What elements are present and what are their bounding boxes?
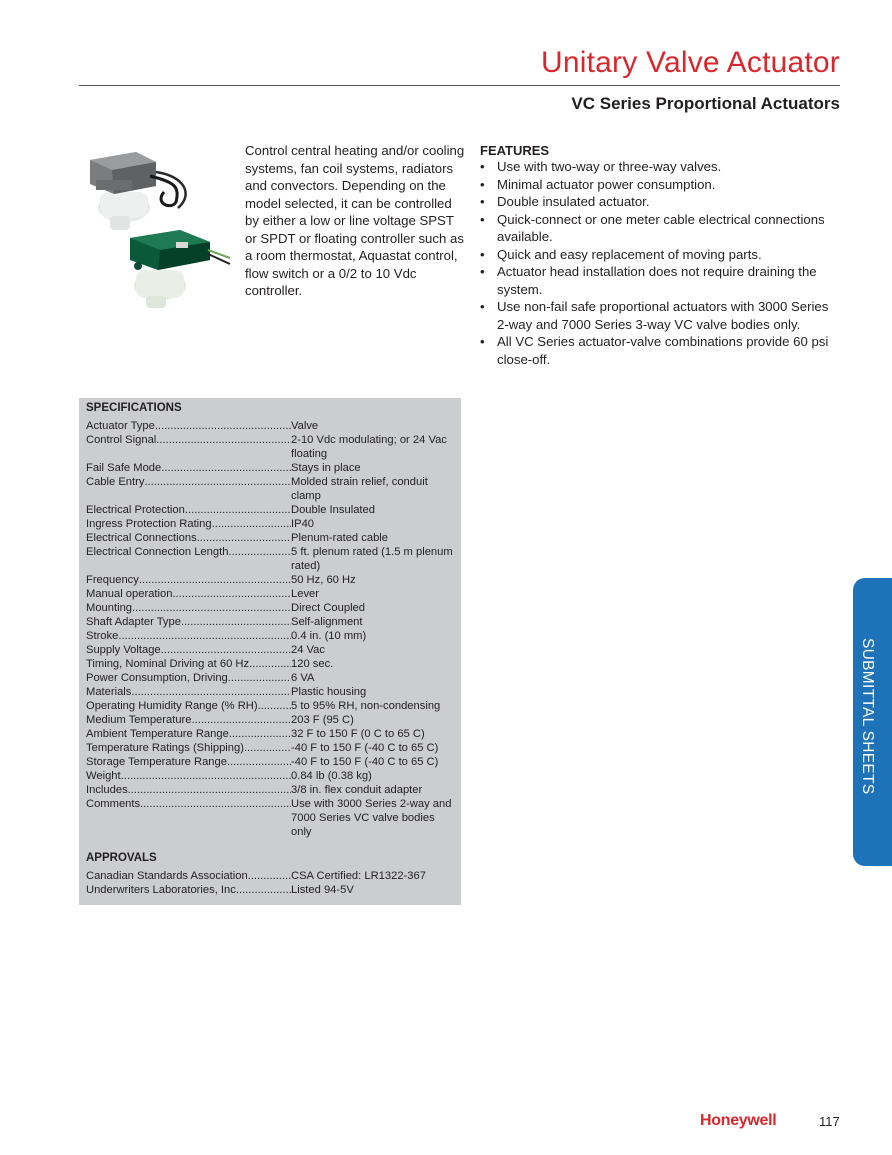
spec-row: [86, 685, 456, 699]
spec-row: [86, 741, 456, 755]
spec-value: -40 F to 150 F (-40 C to 65 C): [291, 756, 439, 768]
spec-label: [86, 727, 291, 741]
spec-row: [86, 573, 456, 587]
spec-label-text: Operating Humidity Range (% RH): [86, 700, 258, 712]
spec-row: [86, 883, 456, 897]
spec-value: Plenum-rated cable: [291, 532, 389, 544]
leader-dots: [118, 629, 291, 643]
features-section: [480, 143, 840, 368]
spec-label: [86, 601, 291, 615]
spec-value: 2-10 Vdc modulating; or 24 Vac floating: [291, 434, 447, 460]
spec-value: -40 F to 150 F (-40 C to 65 C): [291, 742, 439, 754]
spec-label: [86, 769, 291, 783]
spec-row: [86, 699, 456, 713]
spec-value: Listed 94-5V: [291, 884, 354, 896]
leader-dots: [121, 769, 291, 783]
spec-label-text: Actuator Type: [86, 420, 155, 432]
feature-item: • Quick and easy replacement of moving parts.: [480, 246, 762, 262]
spec-label-text: Mounting: [86, 602, 133, 614]
product-photo: [84, 146, 232, 311]
spec-label-text: Underwriters Laboratories, Inc.: [86, 884, 239, 896]
spec-label-text: Temperature Ratings (Shipping): [86, 742, 244, 754]
leader-dots: [140, 797, 291, 839]
spec-value: 5 ft. plenum rated (1.5 m plenum rated): [291, 546, 453, 572]
spec-label-text: Cable Entry: [86, 476, 145, 488]
spec-label-text: Frequency: [86, 574, 139, 586]
spec-value: Use with 3000 Series 2-way and 7000 Series VC valve bodies only: [291, 798, 452, 838]
spec-row: [86, 713, 456, 727]
spec-label: [86, 657, 291, 671]
approvals-table: [86, 869, 456, 897]
leader-dots: [185, 503, 291, 517]
spec-label: [86, 699, 291, 713]
spec-label-text: Weight: [86, 770, 121, 782]
leader-dots: [131, 685, 291, 699]
spec-row: [86, 461, 456, 475]
spec-label: [86, 531, 291, 545]
spec-label: [86, 517, 291, 531]
spec-row: [86, 531, 456, 545]
spec-value: 3/8 in. flex conduit adapter: [291, 784, 423, 796]
spec-value: 120 sec.: [291, 658, 334, 670]
spec-row: [86, 587, 456, 601]
spec-row: [86, 475, 456, 503]
spec-label: [86, 643, 291, 657]
spec-label-text: Includes: [86, 784, 128, 796]
spec-label: [86, 685, 291, 699]
spec-label-text: Electrical Connections: [86, 532, 197, 544]
leader-dots: [161, 643, 291, 657]
spec-value: 6 VA: [291, 672, 315, 684]
spec-value: Direct Coupled: [291, 602, 365, 614]
features-list: [480, 158, 840, 368]
spec-value: 5 to 95% RH, non-condensing: [291, 700, 441, 712]
spec-label: [86, 573, 291, 587]
spec-row: [86, 615, 456, 629]
spec-label-text: Canadian Standards Association: [86, 870, 248, 882]
leader-dots: [155, 419, 291, 433]
leader-dots: [229, 727, 291, 741]
spec-label-text: Manual operation: [86, 588, 173, 600]
leader-dots: [172, 587, 291, 601]
spec-label: [86, 629, 291, 643]
spec-label-text: Ingress Protection Rating: [86, 518, 212, 530]
spec-row: [86, 657, 456, 671]
spec-label-text: Shaft Adapter Type: [86, 616, 181, 628]
page-title: Unitary Valve Actuator: [541, 46, 840, 79]
spec-row: [86, 643, 456, 657]
spec-label: [86, 755, 291, 769]
spec-row: [86, 869, 456, 883]
leader-dots: [239, 883, 291, 897]
green-actuator-image: [130, 230, 230, 308]
page-number: 117: [819, 1114, 840, 1129]
spec-value: Molded strain relief, conduit clamp: [291, 476, 428, 502]
spec-label-text: Power Consumption, Driving: [86, 672, 228, 684]
spec-label: [86, 713, 291, 727]
leader-dots: [139, 573, 291, 587]
honeywell-logo: Honeywell: [700, 1112, 777, 1129]
spec-label: [86, 741, 291, 755]
feature-item: • Use non-fail safe proportional actuators with 3000 Series 2-way and 7000 Series 3-way VC valve bodies only.: [480, 299, 829, 332]
spec-row: [86, 433, 456, 461]
page-subtitle: VC Series Proportional Actuators: [571, 94, 840, 113]
spec-value: Valve: [291, 420, 319, 432]
spec-value: 0.4 in. (10 mm): [291, 630, 367, 642]
spec-label: [86, 797, 291, 839]
spec-value: IP40: [291, 518, 315, 530]
spec-value: 0.84 lb (0.38 kg): [291, 770, 372, 782]
spec-row: [86, 769, 456, 783]
spec-label: [86, 615, 291, 629]
spec-value: Stays in place: [291, 462, 361, 474]
leader-dots: [192, 713, 292, 727]
leader-dots: [156, 433, 291, 461]
spec-value: Plastic housing: [291, 686, 367, 698]
spec-label-text: Medium Temperature: [86, 714, 192, 726]
leader-dots: [248, 869, 291, 883]
submittal-sheets-tab-label: SUBMITTAL SHEETS: [859, 638, 876, 795]
feature-item: • Actuator head installation does not require draining the system.: [480, 264, 817, 297]
leader-dots: [228, 545, 291, 573]
leader-dots: [181, 615, 291, 629]
spec-label-text: Materials: [86, 686, 132, 698]
spec-label: [86, 587, 291, 601]
spec-label-text: Electrical Connection Length: [86, 546, 229, 558]
spec-label-text: Storage Temperature Range: [86, 756, 227, 768]
spec-label: [86, 869, 291, 883]
spec-label: [86, 419, 291, 433]
specifications-table: [86, 419, 456, 839]
leader-dots: [227, 755, 291, 769]
leader-dots: [249, 657, 291, 671]
leader-dots: [212, 517, 291, 531]
spec-value: 24 Vac: [291, 644, 325, 656]
spec-label-text: Comments: [86, 798, 141, 810]
spec-value: Double Insulated: [291, 504, 375, 516]
spec-row: [86, 601, 456, 615]
spec-label: [86, 783, 291, 797]
leader-dots: [244, 741, 291, 755]
spec-label: [86, 475, 291, 503]
specifications-heading: SPECIFICATIONS: [86, 402, 182, 414]
spec-label-text: Stroke: [86, 630, 119, 642]
spec-row: [86, 517, 456, 531]
features-heading: FEATURES: [480, 143, 550, 158]
spec-label: [86, 433, 291, 461]
spec-label-text: Control Signal: [86, 434, 157, 446]
leader-dots: [128, 783, 291, 797]
spec-row: [86, 755, 456, 769]
leader-dots: [197, 531, 291, 545]
leader-dots: [132, 601, 291, 615]
spec-value: 50 Hz, 60 Hz: [291, 574, 356, 586]
leader-dots: [144, 475, 291, 503]
spec-label-text: Electrical Protection: [86, 504, 185, 516]
leader-dots: [258, 699, 291, 713]
spec-label: [86, 545, 291, 573]
feature-item: • Quick-connect or one meter cable electrical connections available.: [480, 211, 825, 244]
approvals-heading: APPROVALS: [86, 852, 157, 864]
spec-label: [86, 461, 291, 475]
feature-item: • Double insulated actuator.: [480, 194, 650, 209]
spec-row: [86, 783, 456, 797]
title-rule: [79, 85, 840, 86]
spec-row: [86, 727, 456, 741]
feature-item: • Use with two-way or three-way valves.: [480, 159, 722, 174]
spec-value: Lever: [291, 588, 319, 600]
spec-label: [86, 883, 291, 897]
spec-row: [86, 419, 456, 433]
leader-dots: [228, 671, 291, 685]
spec-value: CSA Certified: LR1322-367: [291, 870, 426, 882]
spec-label: [86, 503, 291, 517]
spec-label-text: Supply Voltage: [86, 644, 161, 656]
spec-row: [86, 629, 456, 643]
spec-row: [86, 503, 456, 517]
spec-row: [86, 545, 456, 573]
spec-label-text: Ambient Temperature Range: [86, 728, 229, 740]
spec-label-text: Timing, Nominal Driving at 60 Hz: [86, 658, 250, 670]
feature-item: • All VC Series actuator-valve combinations provide 60 psi close-off.: [480, 334, 829, 367]
intro-text: Control central heating and/or cooling systems, fan coil systems, radiators and convectors. Depending on the model selected, it can be controlled by either a low or line voltage SPST or SPDT or floating controller such as a room thermostat, Aquastat control, flow switch or a 0/2 to 10 Vdc controller.: [245, 143, 465, 298]
gray-actuator-image: [90, 152, 186, 230]
spec-row: [86, 671, 456, 685]
spec-row: [86, 797, 456, 839]
spec-value: 203 F (95 C): [291, 714, 354, 726]
leader-dots: [161, 461, 291, 475]
spec-label: [86, 671, 291, 685]
specifications-box: [79, 398, 461, 905]
feature-item: • Minimal actuator power consumption.: [480, 176, 716, 192]
spec-value: 32 F to 150 F (0 C to 65 C): [291, 728, 425, 740]
spec-label-text: Fail Safe Mode: [86, 462, 162, 474]
spec-value: Self-alignment: [291, 616, 363, 628]
